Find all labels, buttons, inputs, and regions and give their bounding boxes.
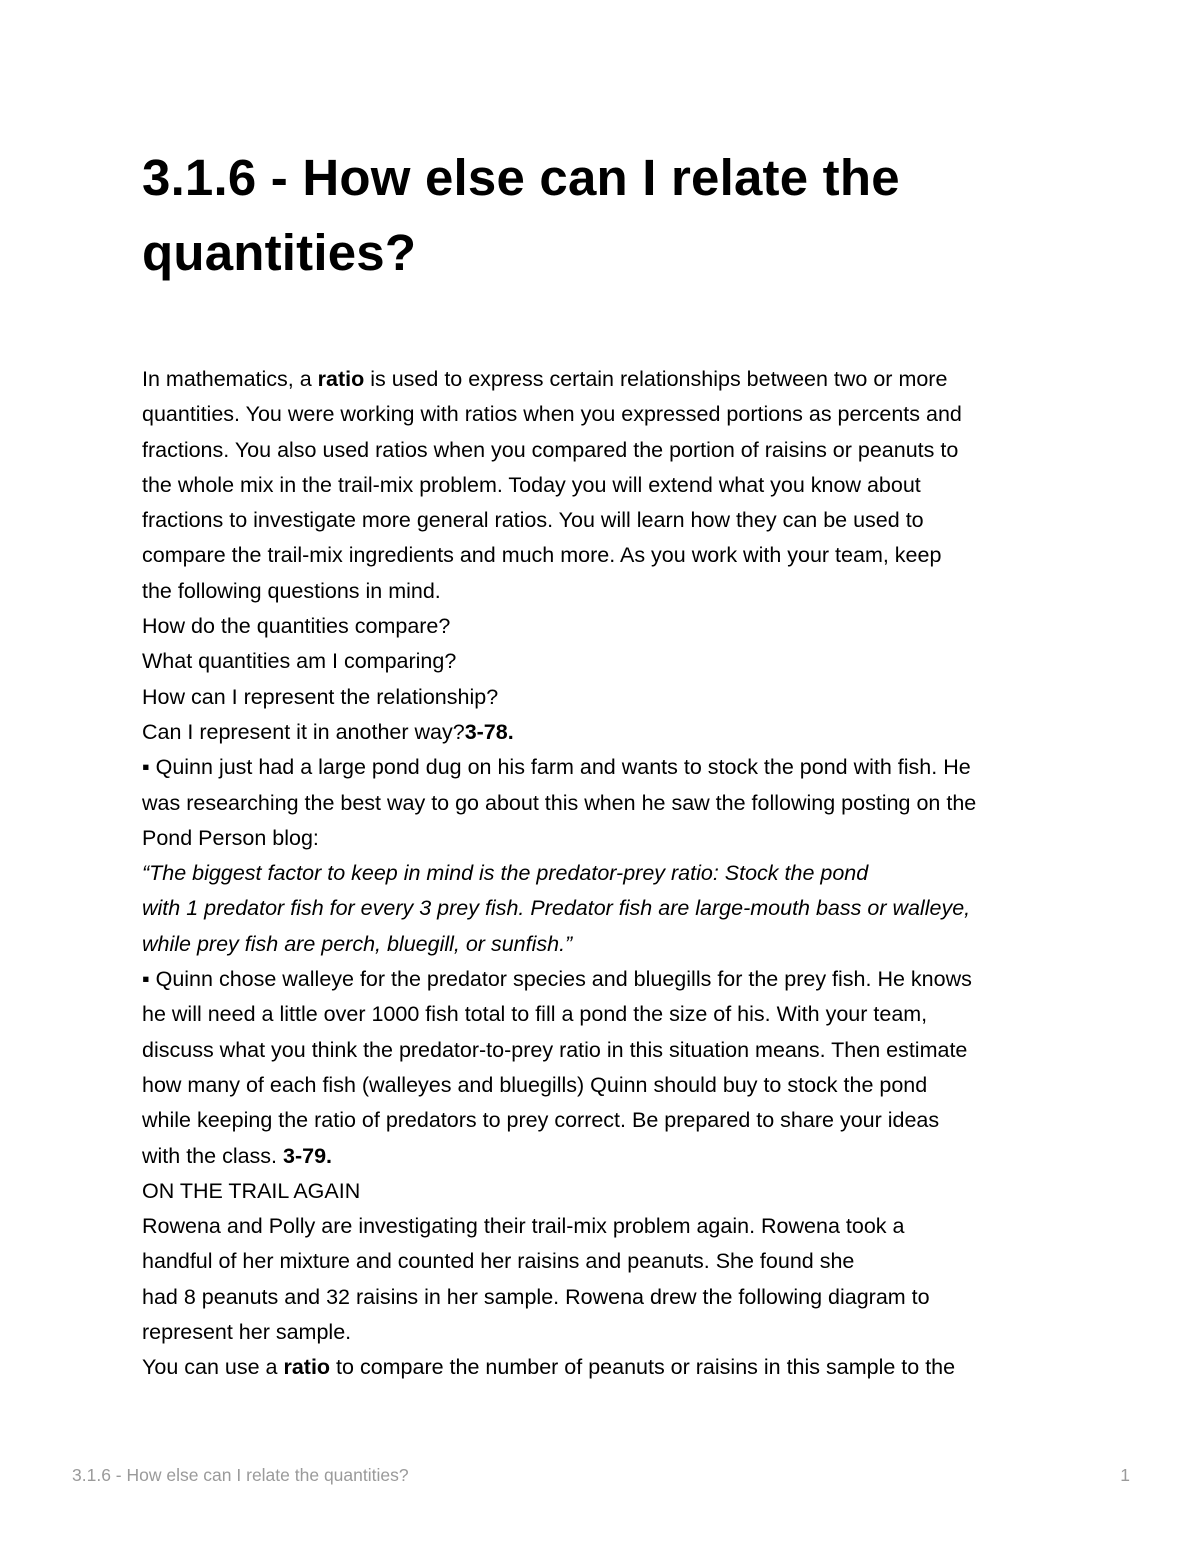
- intro-line-1: In mathematics, a ratio is used to express certain relationships between two or more: [142, 367, 948, 391]
- problem-378-bullet-line-3: discuss what you think the predator-to-prey ratio in this situation means. Then estimate: [142, 1037, 968, 1062]
- question-1: How do the quantities compare?: [142, 614, 451, 639]
- footer-page-number: 1: [1120, 1465, 1130, 1485]
- section-heading-trail: ON THE TRAIL AGAIN: [142, 1178, 361, 1203]
- blog-quote-line-2: with 1 predator fish for every 3 prey fish. Predator fish are large-mouth bass or walleye,: [142, 896, 971, 921]
- question-2: What quantities am I comparing?: [142, 649, 457, 674]
- ratio-term: ratio: [317, 367, 365, 391]
- problem-379-line-5: You can use a ratio to compare the number of peanuts or raisins in this sample to the: [142, 1355, 956, 1380]
- ratio-term-2: ratio: [283, 1355, 331, 1380]
- problem-379-line-2: handful of her mixture and counted her raisins and peanuts. She found she: [142, 1249, 855, 1274]
- intro-line-4: the whole mix in the trail-mix problem. Today you will extend what you know about: [142, 472, 921, 497]
- blog-quote-line-1: “The biggest factor to keep in mind is the predator-prey ratio: Stock the pond: [142, 861, 869, 886]
- problem-379-line-4: represent her sample.: [142, 1320, 352, 1345]
- intro-line-3: fractions. You also used ratios when you compared the portion of raisins or peanuts to: [142, 437, 959, 462]
- intro-line-7: the following questions in mind.: [142, 578, 441, 603]
- problem-378-bullet-line-6: with the class. 3-79.: [142, 1143, 333, 1168]
- problem-378-line-1: ▪ Quinn just had a large pond dug on his farm and wants to stock the pond with fish. He: [142, 755, 971, 780]
- problem-number-378: 3-78.: [464, 719, 514, 744]
- problem-378-bullet-line-2: he will need a little over 1000 fish total to fill a pond the size of his. With your team,: [142, 1002, 928, 1027]
- problem-379-line-1: Rowena and Polly are investigating their trail-mix problem again. Rowena took a: [142, 1214, 905, 1239]
- question-4: Can I represent it in another way?3-78.: [142, 719, 514, 744]
- question-3: How can I represent the relationship?: [142, 684, 499, 709]
- page-title: 3.1.6 - How else can I relate the quantities?: [142, 149, 900, 281]
- intro-line-5: fractions to investigate more general ratios. You will learn how they can be used to: [142, 508, 924, 533]
- footer-title: 3.1.6 - How else can I relate the quantities?: [72, 1465, 409, 1485]
- intro-line-6: compare the trail-mix ingredients and much more. As you work with your team, keep: [142, 543, 942, 568]
- problem-378-line-3: Pond Person blog:: [142, 825, 319, 850]
- problem-378-bullet-line-5: while keeping the ratio of predators to prey correct. Be prepared to share your ideas: [142, 1108, 940, 1133]
- problem-number-379: 3-79.: [283, 1143, 333, 1168]
- problem-378-bullet-line-4: how many of each fish (walleyes and bluegills) Quinn should buy to stock the pond: [142, 1072, 928, 1097]
- page-footer: [72, 1465, 1130, 1495]
- problem-379-line-3: had 8 peanuts and 32 raisins in her sample. Rowena drew the following diagram to: [142, 1284, 930, 1309]
- problem-378-bullet-line-1: ▪ Quinn chose walleye for the predator species and bluegills for the prey fish. He knows: [142, 967, 972, 992]
- intro-line-2: quantities. You were working with ratios when you expressed portions as percents and: [142, 402, 962, 427]
- document-body: [142, 362, 1082, 1386]
- problem-378-line-2: was researching the best way to go about this when he saw the following posting on the: [142, 790, 977, 815]
- blog-quote-line-3: while prey fish are perch, bluegill, or sunfish.”: [142, 931, 573, 956]
